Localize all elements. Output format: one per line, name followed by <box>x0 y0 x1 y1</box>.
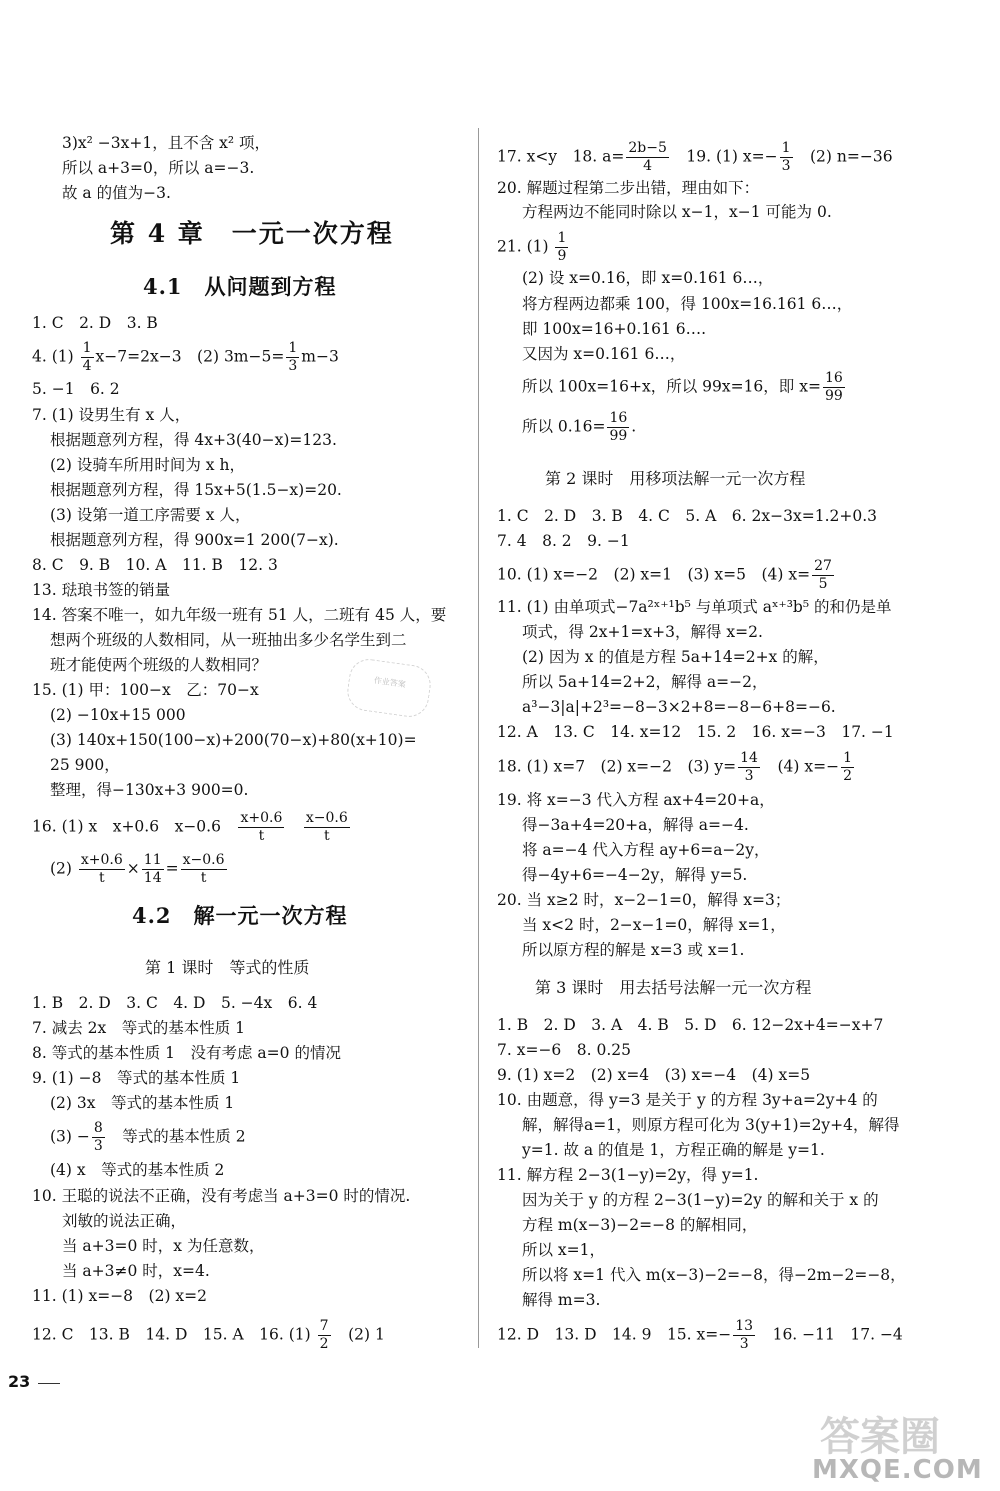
answer-line: 将方程两边都乘 100，得 100x=16.161 6…， <box>522 295 853 313</box>
intro-line-1: 3)x² −3x+1，且不含 x² 项， <box>62 134 271 152</box>
answer-line: 班才能使两个班级的人数相同？ <box>50 656 268 674</box>
answer-line: 1. B 2. D 3. A 4. B 5. D 6. 12−2x+4=−x+7 <box>497 1016 884 1034</box>
answer-line: 整理，得−130x+3 900=0. <box>50 781 249 799</box>
answer-line: 根据题意列方程，得 15x+5(1.5−x)=20. <box>50 481 342 499</box>
answer-line: 因为关于 y 的方程 2−3(1−y)=2y 的解和关于 x 的 <box>522 1191 879 1209</box>
answer-line: 11. (1) x=−8 (2) x=2 <box>32 1287 208 1305</box>
intro-line-3: 故 a 的值为−3. <box>62 184 171 202</box>
answer-line: 8. C 9. B 10. A 11. B 12. 3 <box>32 556 278 574</box>
answer-line: 5. −1 6. 2 <box>32 380 120 398</box>
answer-line: 12. A 13. C 14. x=12 15. 2 16. x=−3 17. −1 <box>497 723 894 741</box>
chapter-title: 第 4 章 一元一次方程 <box>110 219 394 248</box>
answer-line: 1. C 2. D 3. B <box>32 314 158 332</box>
answer-line: (3) 140x+150(100−x)+200(70−x)+80(x+10)= <box>50 731 417 749</box>
answer-line: 13. 琺琅书签的销量 <box>32 581 171 599</box>
answer-line: 即 100x=16+0.161 6…. <box>522 320 707 338</box>
answer-line: 12. C 13. B 14. D 15. A 16. (1) $\frac{7}{2}$ (2) 1 <box>32 1318 385 1352</box>
answer-line: 10. 王聪的说法不正确，没有考虑当 a+3=0 时的情况. <box>32 1187 411 1205</box>
section-title-4-2: 4.2 解一元一次方程 <box>132 903 348 928</box>
answer-line: (2) 3x 等式的基本性质 1 <box>50 1094 235 1112</box>
answer-line: 当 x<2 时，2−x−1=0，解得 x=1， <box>522 916 786 934</box>
answer-line: (3) 设第一道工序需要 x 人， <box>50 506 251 524</box>
answer-line: 7. x=−6 8. 0.25 <box>497 1041 632 1059</box>
answer-line: 7. 4 8. 2 9. −1 <box>497 532 630 550</box>
answer-line: 10. 由题意，得 y=3 是关于 y 的方程 3y+a=2y+4 的 <box>497 1091 878 1109</box>
answer-line: 项式，得 2x+1=x+3，解得 x=2. <box>522 623 763 641</box>
answer-line: 所以 x=1， <box>522 1241 606 1259</box>
answer-line: 19. 将 x=−3 代入方程 ax+4=20+a， <box>497 791 775 809</box>
answer-line: (2) 设 x=0.16，即 x=0.161 6…， <box>522 269 774 287</box>
answer-line: y=1. 故 a 的值是 1，方程正确的解是 y=1. <box>522 1141 825 1159</box>
answer-line: 10. (1) x=−2 (2) x=1 (3) x=5 (4) x= $\frac{27}{5}$ <box>497 558 832 592</box>
answer-line: 想两个班级的人数相同，从一班抽出多少名学生到二 <box>50 631 407 649</box>
answer-line: 所以原方程的解是 x=3 或 x=1. <box>522 941 745 959</box>
answer-line: (3) − $\frac{8}{3}$ 等式的基本性质 2 <box>50 1120 246 1154</box>
answer-line: 20. 解题过程第二步出错，理由如下： <box>497 179 760 197</box>
answer-line: 将 a=−4 代入方程 ay+6=a−2y， <box>522 841 770 859</box>
page-number-dash <box>38 1383 60 1384</box>
answer-line: 刘敏的说法正确， <box>62 1212 187 1230</box>
watermark-logo: 答案圈 <box>820 1413 940 1460</box>
answer-line: 解，解得a=1，则原方程可化为 3(y+1)=2y+4，解得 <box>522 1116 900 1134</box>
answer-line: 所以 100x=16+x，所以 99x=16，即 x= $\frac{16}{99}$ <box>522 370 843 404</box>
answer-line: 16. (1) x x+0.6 x−0.6 $\frac{x+0.6}{t}$ $\frac{x-0.6}{t}$ <box>32 810 348 844</box>
answer-line: 8. 等式的基本性质 1 没有考虑 a=0 的情况 <box>32 1044 341 1062</box>
column-divider <box>478 128 479 1348</box>
answer-line: 18. (1) x=7 (2) x=−2 (3) y= $\frac{14}{3}$ (4) x=− $\frac{1}{2}$ <box>497 750 852 784</box>
answer-line: 11. (1) 由单项式−7a²ˣ⁺¹b⁵ 与单项式 aˣ⁺³b⁵ 的和仍是单 <box>497 598 892 616</box>
answer-line: 解得 m=3. <box>522 1291 601 1309</box>
answer-line: 1. C 2. D 3. B 4. C 5. A 6. 2x−3x=1.2+0.3 <box>497 507 877 525</box>
answer-line: (2) −10x+15 000 <box>50 706 186 724</box>
answer-line: 所以 5a+14=2+2，解得 a=−2， <box>522 673 768 691</box>
answer-line: 11. 解方程 2−3(1−y)=2y，得 y=1. <box>497 1166 759 1184</box>
answer-line: (4) x 等式的基本性质 2 <box>50 1161 225 1179</box>
answer-line: 9. (1) −8 等式的基本性质 1 <box>32 1069 241 1087</box>
answer-line: 得−3a+4=20+a，解得 a=−4. <box>522 816 749 834</box>
answer-line: 12. D 13. D 14. 9 15. x=− $\frac{13}{3}$ 16. −11 17. −4 <box>497 1318 903 1352</box>
answer-line: 方程两边不能同时除以 x−1，x−1 可能为 0. <box>522 203 832 221</box>
answer-line: 4. (1) $\frac{1}{4}$ x−7=2x−3 (2) 3m−5= $\frac{1}{3}$ m−3 <box>32 340 339 374</box>
answer-line: 21. (1) $\frac{1}{9}$ <box>497 230 567 264</box>
answer-line: a³−3|a|+2³=−8−3×2+8=−8−6+8=−6. <box>522 698 836 716</box>
answer-line: 7. 减去 2x 等式的基本性质 1 <box>32 1019 246 1037</box>
answer-line: 当 a+3≠0 时，x=4. <box>62 1262 210 1280</box>
answer-line: 1. B 2. D 3. C 4. D 5. −4x 6. 4 <box>32 994 318 1012</box>
answer-line: 又因为 x=0.161 6…， <box>522 345 686 363</box>
lesson-title-3: 第 3 课时 用去括号法解一元一次方程 <box>535 978 812 997</box>
lesson-title-2: 第 2 课时 用移项法解一元一次方程 <box>545 469 806 488</box>
answer-line: 15. (1) 甲：100−x 乙：70−x <box>32 681 259 699</box>
answer-line: 17. x<y 18. a= $\frac{2b-5}{4}$ 19. (1) x=− $\frac{1}{3}$ (2) n=−36 <box>497 140 893 174</box>
answer-line: 方程 m(x−3)−2=−8 的解相同， <box>522 1216 758 1234</box>
answer-line: (2) 因为 x 的值是方程 5a+14=2+x 的解， <box>522 648 829 666</box>
answer-line: 得−4y+6=−4−2y，解得 y=5. <box>522 866 748 884</box>
answer-line: 14. 答案不唯一，如九年级一班有 51 人，二班有 45 人，要 <box>32 606 447 624</box>
answer-line: 9. (1) x=2 (2) x=4 (3) x=−4 (4) x=5 <box>497 1066 811 1084</box>
answer-line: 所以将 x=1 代入 m(x−3)−2=−8，得−2m−2=−8， <box>522 1266 906 1284</box>
answer-line: 20. 当 x≥2 时，x−2−1=0，解得 x=3； <box>497 891 791 909</box>
answer-line: 当 a+3=0 时，x 为任意数， <box>62 1237 265 1255</box>
watermark-site: MXQE.COM <box>812 1455 983 1485</box>
page-number: 23 <box>8 1372 31 1391</box>
answer-line: (2) 设骑车所用时间为 x h， <box>50 456 245 474</box>
answer-line: 根据题意列方程，得 4x+3(40−x)=123. <box>50 431 337 449</box>
answer-line: 根据题意列方程，得 900x=1 200(7−x). <box>50 531 339 549</box>
answer-line: 7. (1) 设男生有 x 人， <box>32 406 191 424</box>
stamp-image: 作业答案 <box>345 657 433 720</box>
answer-line: 25 900， <box>50 756 120 774</box>
section-title-4-1: 4.1 从问题到方程 <box>143 274 337 299</box>
answer-line: (2) $\frac{x+0.6}{t}$ × $\frac{11}{14}$ = $\frac{x-0.6}{t}$ <box>50 852 225 886</box>
intro-line-2: 所以 a+3=0，所以 a=−3. <box>62 159 255 177</box>
lesson-title-1: 第 1 课时 等式的性质 <box>145 958 310 977</box>
answer-line: 所以 0.16= $\frac{16}{99}$ . <box>522 410 637 444</box>
